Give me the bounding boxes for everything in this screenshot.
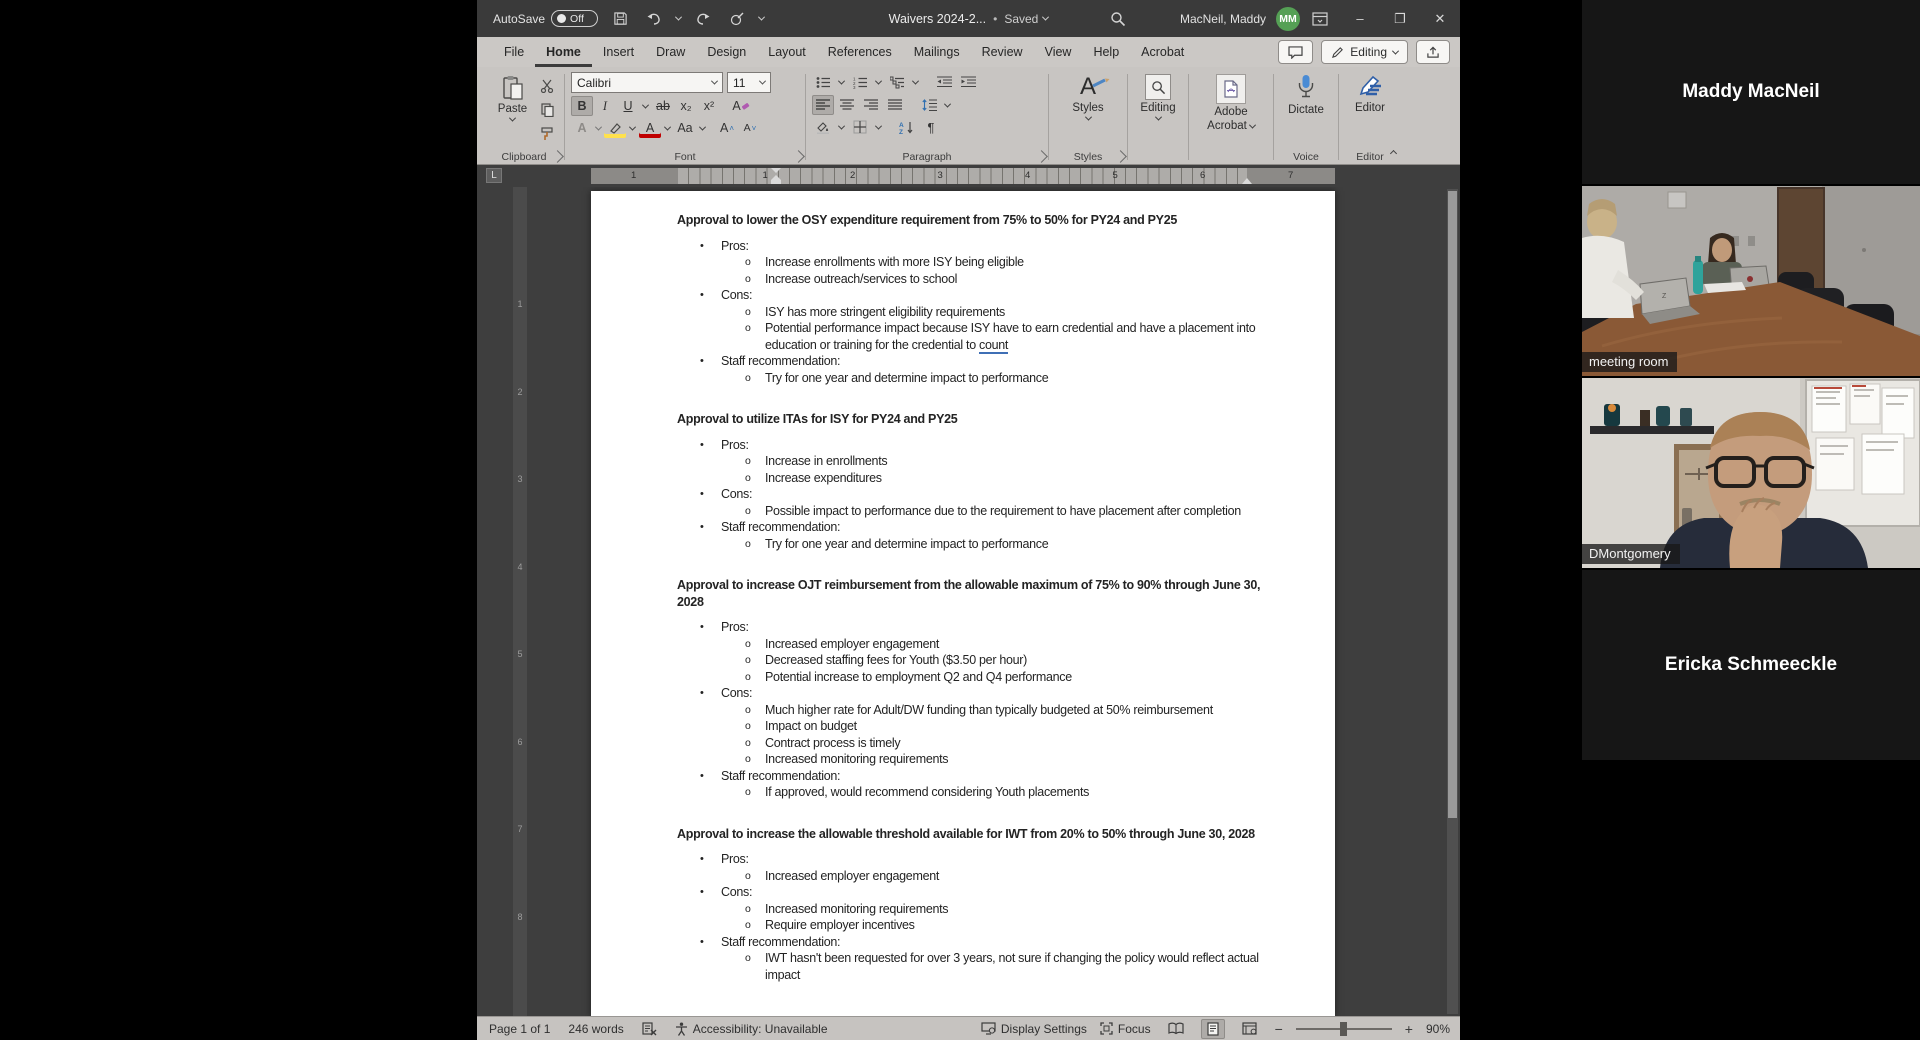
section-title: Approval to increase the allowable threshold available for IWT from 20% to 50% through June 30, 2028	[677, 826, 1255, 841]
bullet-glyph: •	[700, 886, 704, 898]
vertical-ruler-number: 5	[517, 649, 523, 659]
vertical-ruler-number: 7	[517, 824, 523, 834]
vertical-ruler-number: 6	[517, 736, 523, 747]
bullets-button[interactable]	[812, 72, 834, 92]
bullet-item	[677, 884, 1277, 901]
clear-formatting-button[interactable]: A	[730, 96, 752, 116]
bullet-item	[677, 238, 1277, 255]
document-page[interactable]	[591, 191, 1335, 1016]
sub-bullet-item	[677, 453, 1277, 470]
adobe-acrobat-button[interactable]: Adobe Acrobat	[1195, 72, 1267, 132]
paste-button[interactable]: Paste	[490, 72, 535, 122]
tab-layout[interactable]: Layout	[768, 45, 806, 59]
quick-access-more-icon[interactable]	[758, 14, 765, 21]
sub-bullet-item	[677, 702, 1277, 719]
bullet-text: Staff recommendation:	[721, 520, 841, 534]
sub-bullet-glyph: o	[745, 322, 751, 334]
right-indent-marker[interactable]	[1242, 178, 1252, 184]
clipboard-group	[485, 72, 563, 164]
svg-text:Z: Z	[899, 128, 903, 134]
bullet-glyph: •	[700, 239, 704, 252]
bold-button[interactable]: B	[571, 96, 593, 116]
bullet-item	[677, 934, 1277, 951]
web-layout-icon[interactable]	[1238, 1019, 1262, 1039]
sub-bullet-glyph: o	[745, 654, 751, 666]
underlined-word[interactable]: count	[979, 337, 1009, 352]
zoom-slider-handle[interactable]	[1340, 1022, 1347, 1036]
tab-mailings[interactable]: Mailings	[913, 45, 960, 59]
sub-bullet-text: Increase in enrollments	[765, 454, 888, 468]
video-call-panel	[1582, 0, 1920, 1040]
ruler-number: 5	[1112, 169, 1118, 181]
ruler-row	[477, 165, 1460, 187]
bullet-item	[677, 519, 1277, 536]
editing-mode-label: Editing	[1350, 45, 1387, 59]
underline-button[interactable]: U	[623, 99, 633, 113]
scrollbar-thumb[interactable]	[1448, 191, 1457, 818]
ribbon	[477, 67, 1460, 165]
doc-section	[677, 577, 1277, 801]
sub-bullet-item	[677, 503, 1277, 520]
bullets-dropdown-icon[interactable]	[838, 77, 845, 84]
share-button[interactable]	[1416, 40, 1450, 64]
tab-help[interactable]: Help	[1093, 45, 1120, 59]
italic-button[interactable]: I	[602, 98, 608, 113]
tab-acrobat[interactable]: Acrobat	[1141, 45, 1185, 59]
align-left-button[interactable]	[812, 95, 834, 115]
save-status[interactable]: Saved	[1004, 12, 1048, 26]
sub-bullet-text: Impact on budget	[765, 719, 857, 733]
quick-access-toolbar	[477, 7, 764, 31]
sub-bullet-text: Increased employer engagement	[765, 868, 940, 883]
shrink-font-button[interactable]: A ˅	[743, 122, 757, 134]
sub-bullet-text: Much higher rate for Adult/DW funding than typically budgeted at 50% reimbursement	[765, 702, 1213, 717]
bullet-glyph: •	[700, 521, 704, 533]
decrease-indent-button[interactable]	[933, 72, 955, 92]
sub-bullet-text: Increased monitoring requirements	[765, 901, 949, 916]
show-formatting-button[interactable]: ¶	[927, 119, 935, 135]
sub-bullet-text: Increased monitoring requirements	[765, 752, 949, 766]
bullet-glyph: •	[700, 621, 704, 633]
editing-mode-dropdown[interactable]	[1321, 40, 1408, 64]
bullet-item	[677, 486, 1277, 503]
ruler-margin-number: 7	[1288, 169, 1294, 181]
sub-bullet-glyph: o	[745, 371, 751, 384]
justify-button[interactable]	[884, 95, 906, 115]
bullet-item	[677, 437, 1277, 454]
voice-group-label: Voice	[1293, 151, 1319, 163]
proofing-icon[interactable]	[642, 1022, 657, 1036]
bullet-glyph: •	[700, 488, 704, 500]
sub-bullet-glyph: o	[745, 919, 751, 931]
undo-icon[interactable]	[642, 7, 666, 31]
bullet-item	[677, 685, 1277, 702]
svg-text:3: 3	[852, 84, 856, 89]
tab-file[interactable]: File	[504, 45, 525, 59]
zoom-out-button[interactable]: −	[1274, 1020, 1283, 1037]
sub-bullet-text: If approved, would recommend considering Youth placements	[765, 785, 1090, 799]
editor-button[interactable]: Editor	[1345, 72, 1395, 114]
change-case-button[interactable]: Aa	[677, 121, 693, 135]
sub-bullet-item	[677, 669, 1277, 686]
user-name[interactable]: MacNeil, Maddy	[1179, 11, 1266, 26]
font-group	[566, 72, 804, 164]
font-group-label: Font	[674, 151, 696, 163]
sub-bullet-glyph: o	[745, 305, 751, 318]
ruler-number: 2	[850, 169, 856, 181]
sub-bullet-text: Potential performance impact because ISY have to earn credential and have a placement into education or training for the credential to count	[765, 321, 1256, 352]
change-case-dropdown-icon[interactable]	[699, 123, 706, 130]
sub-bullet-text: Decreased staffing fees for Youth ($3.50 per hour)	[765, 653, 1028, 667]
bullet-item	[677, 768, 1277, 785]
bullet-glyph: •	[700, 438, 704, 451]
bullet-item	[677, 619, 1277, 636]
line-spacing-dropdown-icon[interactable]	[944, 100, 951, 107]
ruler-margin-number: 1	[631, 169, 637, 181]
adobe-acrobat-group	[1190, 72, 1272, 164]
status-bar	[477, 1016, 1460, 1040]
title-bar	[477, 0, 1460, 37]
autosave-label: AutoSave	[493, 11, 546, 26]
align-center-button[interactable]	[836, 95, 858, 115]
sub-bullet-text: Possible impact to performance due to the requirement to have placement after completion	[765, 503, 1241, 518]
font-color-button[interactable]: A	[639, 118, 661, 138]
styles-button[interactable]: A Styles	[1055, 72, 1121, 121]
participant-name: Maddy MacNeil	[1682, 81, 1820, 102]
bullet-text: Cons:	[721, 885, 753, 899]
vertical-scrollbar[interactable]	[1447, 189, 1458, 1014]
highlight-dropdown-icon[interactable]	[629, 123, 636, 130]
sub-bullet-glyph: o	[745, 272, 751, 285]
vertical-ruler-number: 8	[517, 911, 523, 922]
close-button[interactable]: ✕	[1434, 10, 1446, 26]
meeting-room-video	[1582, 186, 1920, 376]
sub-bullet-glyph: o	[745, 753, 751, 765]
indent-markers[interactable]	[771, 167, 781, 186]
participant-label: meeting room	[1582, 352, 1677, 372]
sub-bullet-glyph: o	[745, 256, 751, 268]
bullet-item	[677, 353, 1277, 370]
bullet-glyph: •	[700, 853, 704, 865]
sub-bullet-item	[677, 868, 1277, 885]
sort-button[interactable]	[896, 117, 918, 137]
editor-group-label: Editor	[1356, 151, 1384, 163]
section-title: Approval to utilize ITAs for ISY for PY24 and PY25	[677, 412, 958, 426]
multilevel-dropdown-icon[interactable]	[912, 77, 919, 84]
read-mode-icon[interactable]	[1164, 1019, 1188, 1039]
sub-bullet-item	[677, 735, 1277, 752]
redo-icon[interactable]	[691, 7, 715, 31]
document-area	[477, 187, 1460, 1016]
sub-bullet-item	[677, 784, 1277, 801]
sub-bullet-text: Potential increase to employment Q2 and Q4 performance	[765, 669, 1072, 684]
ruler-number: 6	[1200, 169, 1206, 181]
bullet-text: Cons:	[721, 288, 753, 302]
subscript-button[interactable]: x₂	[680, 99, 692, 113]
sub-bullet-glyph: o	[745, 455, 751, 467]
sub-bullet-item	[677, 271, 1277, 288]
sub-bullet-glyph: o	[745, 703, 751, 716]
sub-bullet-glyph: o	[745, 720, 751, 732]
sub-bullet-text: Try for one year and determine impact to performance	[765, 536, 1049, 551]
document-title[interactable]: Waivers 2024-2...	[888, 11, 987, 26]
doc-section	[677, 826, 1277, 984]
title-separator: •	[993, 11, 998, 26]
svg-text:2: 2	[852, 80, 856, 86]
editing-button[interactable]: Editing	[1134, 72, 1182, 121]
sub-bullet-item	[677, 751, 1277, 768]
bullet-glyph: •	[700, 355, 704, 367]
text-effects-button[interactable]: A	[577, 121, 587, 135]
bullet-text: Cons:	[721, 686, 753, 700]
save-status-chevron-icon	[1042, 14, 1049, 21]
search-icon[interactable]	[1106, 7, 1130, 31]
doc-section	[677, 212, 1277, 386]
sub-bullet-glyph: o	[745, 504, 751, 517]
strikethrough-button[interactable]: ab	[656, 99, 670, 113]
sub-bullet-text: Increased employer engagement	[765, 636, 940, 651]
maximize-button[interactable]: ❐	[1394, 10, 1406, 26]
sub-bullet-text: Increase enrollments with more ISY being eligible	[765, 255, 1024, 269]
borders-button[interactable]	[849, 117, 871, 137]
tab-design[interactable]: Design	[707, 45, 747, 59]
format-painter-icon[interactable]	[536, 124, 558, 144]
sub-bullet-item	[677, 470, 1277, 487]
superscript-button[interactable]: x²	[703, 99, 715, 113]
sub-bullet-item	[677, 636, 1277, 653]
svg-text:1: 1	[852, 76, 856, 81]
tab-view[interactable]: View	[1044, 45, 1072, 59]
numbering-dropdown-icon[interactable]	[875, 77, 882, 84]
bullet-text: Staff recommendation:	[721, 934, 841, 949]
underline-dropdown-icon[interactable]	[642, 101, 649, 108]
editing-group	[1129, 72, 1187, 164]
participant-tile[interactable]	[1582, 186, 1920, 376]
sub-bullet-text: Require employer incentives	[765, 918, 915, 932]
focus-button[interactable]: Focus	[1100, 1022, 1151, 1036]
sub-bullet-text: ISY has more stringent eligibility requirements	[765, 304, 1005, 319]
vertical-ruler-number: 3	[517, 474, 523, 484]
sub-bullet-item	[677, 254, 1277, 271]
participant-name: Ericka Schmeeckle	[1664, 654, 1838, 675]
ruler-number: 1	[762, 169, 768, 181]
sub-bullet-glyph: o	[745, 471, 751, 484]
sub-bullet-item	[677, 536, 1277, 553]
bullet-glyph: •	[700, 769, 704, 782]
sub-bullet-item	[677, 304, 1277, 321]
word-window	[477, 0, 1460, 1040]
undo-dropdown-icon[interactable]	[675, 14, 682, 21]
zoom-level[interactable]: 90%	[1425, 1021, 1450, 1036]
save-icon[interactable]	[608, 7, 632, 31]
bullet-glyph: •	[700, 687, 704, 699]
sub-bullet-text: Increase expenditures	[765, 470, 882, 485]
shading-button[interactable]	[812, 117, 834, 137]
bullet-text: Pros:	[721, 852, 749, 866]
text-effects-dropdown-icon[interactable]	[595, 123, 602, 130]
ruler-number: 4	[1025, 169, 1031, 181]
tab-insert[interactable]: Insert	[602, 45, 635, 59]
bullet-text: Pros:	[721, 620, 749, 634]
tab-review[interactable]: Review	[981, 45, 1023, 59]
styles-group-label: Styles	[1073, 151, 1103, 163]
highlight-button[interactable]	[604, 118, 626, 138]
print-layout-icon[interactable]	[1201, 1019, 1225, 1039]
sub-bullet-glyph: o	[745, 902, 751, 915]
accessibility-status[interactable]: Accessibility: Unavailable	[675, 1022, 828, 1036]
minimize-button[interactable]: –	[1356, 11, 1364, 26]
ruler-number: 3	[937, 169, 943, 181]
ink-gesture-icon[interactable]	[725, 7, 749, 31]
tab-stop-selector[interactable]: L	[486, 168, 502, 183]
copy-icon[interactable]	[536, 100, 558, 120]
autosave-state: Off	[570, 12, 584, 25]
dictate-button[interactable]: Dictate	[1280, 72, 1332, 116]
svg-text:A: A	[899, 121, 904, 129]
comments-button[interactable]	[1278, 40, 1313, 64]
zoom-in-button[interactable]: +	[1404, 1020, 1413, 1037]
clipboard-group-label: Clipboard	[501, 151, 547, 163]
ribbon-display-options-icon[interactable]	[1300, 0, 1340, 37]
section-title: Approval to lower the OSY expenditure requirement from 75% to 50% for PY24 and PY25	[677, 213, 1178, 227]
sub-bullet-item	[677, 320, 1277, 353]
sub-bullet-item	[677, 370, 1277, 387]
sub-bullet-text: Increase outreach/services to school	[765, 271, 958, 286]
svg-text:Z: Z	[1662, 293, 1667, 300]
increase-indent-button[interactable]	[957, 72, 979, 92]
page-indicator[interactable]: Page 1 of 1	[489, 1021, 551, 1036]
vertical-ruler-number: 4	[517, 561, 523, 572]
word-count[interactable]: 246 words	[568, 1021, 624, 1036]
bullet-text: Pros:	[721, 437, 749, 452]
sub-bullet-text: Contract process is timely	[765, 735, 901, 750]
tab-draw[interactable]: Draw	[656, 45, 686, 59]
cut-icon[interactable]	[536, 76, 558, 96]
sub-bullet-glyph: o	[745, 786, 751, 798]
sub-bullet-text: IWT hasn't been requested for over 3 years, not sure if changing the policy would reflect actual impact	[765, 951, 1259, 982]
sub-bullet-item	[677, 718, 1277, 735]
editor-group	[1340, 72, 1400, 164]
zoom-slider[interactable]	[1296, 1028, 1392, 1030]
autosave-toggle[interactable]	[551, 10, 598, 27]
ribbon-tab-row	[477, 37, 1460, 67]
line-spacing-button[interactable]	[918, 95, 940, 115]
bullet-glyph: •	[700, 289, 704, 301]
vertical-ruler[interactable]	[513, 187, 527, 1016]
vertical-ruler-number: 1	[517, 299, 523, 309]
styles-group	[1050, 72, 1126, 164]
sub-bullet-item	[677, 901, 1277, 918]
paragraph-group-label: Paragraph	[902, 151, 952, 163]
font-name-combo[interactable]: Calibri	[571, 72, 723, 93]
bullet-text: Staff recommendation:	[721, 354, 841, 368]
sub-bullet-item	[677, 917, 1277, 934]
participant-tile[interactable]	[1582, 378, 1920, 568]
bullet-item	[677, 287, 1277, 304]
numbering-button[interactable]	[849, 72, 871, 92]
bullet-item	[677, 851, 1277, 868]
participant-label: DMontgomery	[1582, 544, 1680, 564]
tab-home[interactable]: Home	[535, 37, 592, 67]
font-size-combo[interactable]: 11	[727, 72, 771, 93]
bullet-text: Pros:	[721, 238, 749, 253]
horizontal-ruler[interactable]	[591, 168, 1335, 184]
vertical-ruler-number: 2	[517, 386, 523, 397]
shading-dropdown-icon[interactable]	[838, 122, 845, 129]
align-right-button[interactable]	[860, 95, 882, 115]
autosave-toggle-dot	[557, 14, 566, 23]
participant-tile[interactable]	[1582, 0, 1920, 184]
dmontgomery-video	[1582, 378, 1920, 568]
bullet-text: Staff recommendation:	[721, 768, 841, 783]
display-settings-button[interactable]: Display Settings	[981, 1022, 1087, 1036]
voice-group	[1275, 72, 1337, 164]
sub-bullet-glyph: o	[745, 637, 751, 650]
sub-bullet-glyph: o	[745, 670, 751, 683]
tab-references[interactable]: References	[827, 45, 892, 59]
paragraph-group	[807, 72, 1047, 164]
sub-bullet-item	[677, 652, 1277, 669]
sub-bullet-glyph: o	[745, 952, 751, 964]
font-color-dropdown-icon[interactable]	[664, 123, 671, 130]
grow-font-button[interactable]: A ˄	[719, 121, 734, 135]
user-avatar-badge[interactable]: MM	[1276, 7, 1300, 31]
doc-section	[677, 411, 1277, 552]
participant-tile[interactable]	[1582, 570, 1920, 760]
bullet-glyph: •	[700, 935, 704, 948]
sub-bullet-glyph: o	[745, 537, 751, 550]
sub-bullet-item	[677, 950, 1277, 983]
multilevel-list-button[interactable]	[886, 72, 908, 92]
sub-bullet-text: Try for one year and determine impact to performance	[765, 370, 1049, 385]
section-title: Approval to increase OJT reimbursement from the allowable maximum of 75% to 90% through June 30, 2028	[677, 578, 1261, 609]
sub-bullet-glyph: o	[745, 869, 751, 882]
sub-bullet-glyph: o	[745, 736, 751, 749]
bullet-text: Cons:	[721, 487, 753, 501]
borders-dropdown-icon[interactable]	[875, 122, 882, 129]
